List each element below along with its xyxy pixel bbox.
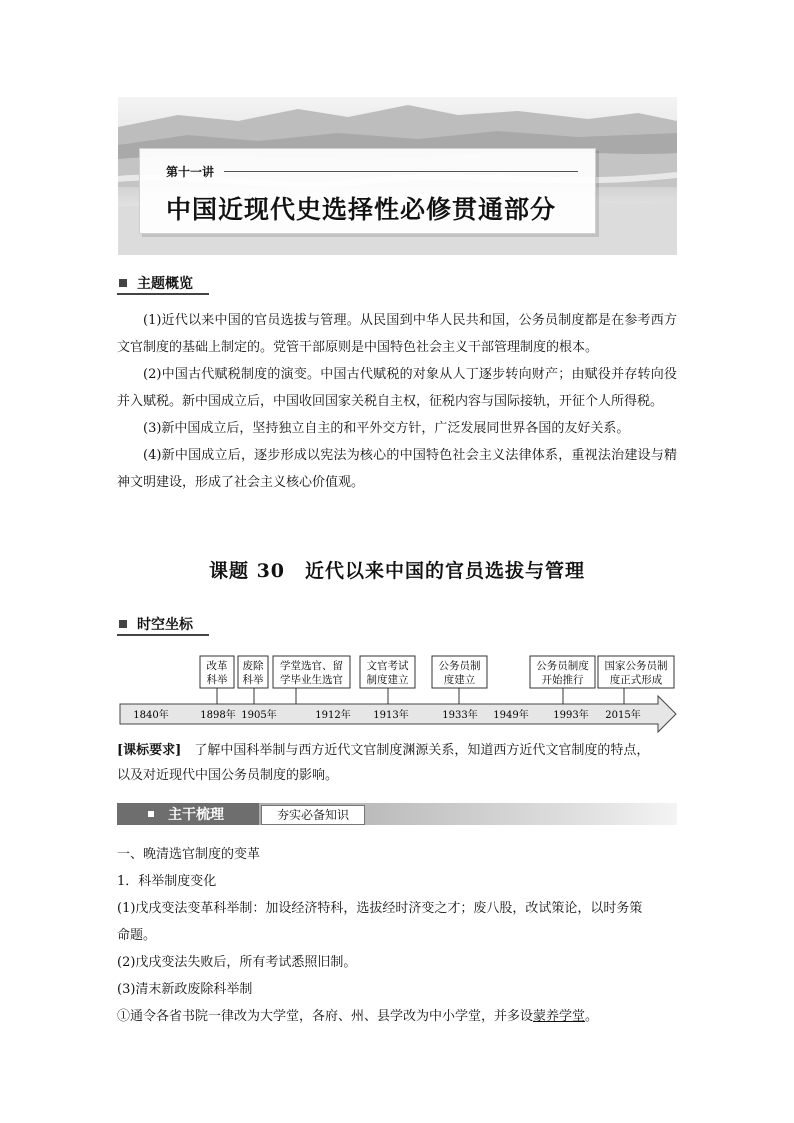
timeline-event-label: 制度建立 — [366, 674, 409, 686]
timeline-event-label: 度建立 — [443, 674, 476, 686]
content-item-text: ①通令各省书院一律改为大学堂，各府、州、县学改为中小学堂，并多设 — [117, 1009, 534, 1024]
timeline-year-label: 1912年 — [315, 710, 351, 721]
bullet-square-icon — [119, 279, 127, 287]
overview-paragraphs — [117, 307, 677, 496]
timeline-event-label: 文官考试 — [366, 660, 409, 672]
curriculum-line: 了解中国科举制与西方近代文官制度渊源关系，知道西方近代文官制度的特点， — [181, 743, 650, 758]
section-bar-title: 主干梳理 — [168, 807, 224, 823]
timeline-year-label: 1898年 — [200, 710, 236, 721]
overview-heading-text: 主题概览 — [137, 276, 193, 292]
heading-underline — [117, 634, 209, 636]
timeline-event-label: 科举 — [206, 674, 228, 686]
timeline-year-label: 2015年 — [605, 710, 641, 721]
content-item: 命题。 — [117, 928, 157, 943]
timeline-event-label: 度正式形成 — [609, 674, 663, 686]
timeline-heading-text: 时空坐标 — [137, 617, 193, 633]
timeline-heading — [117, 614, 209, 634]
content-item: (1)戊戌变法变革科举制：加设经济特科，选拔经时济变之才；废八股，改试策论，以时务策 — [117, 901, 643, 916]
course-title: 课题 30 近代以来中国的官员选拔与管理 — [208, 560, 586, 582]
overview-paragraph: (4)新中国成立后，逐步形成以宪法为核心的中国特色社会主义法律体系，重视法治建设与精神文明建设，形成了社会主义核心价值观。 — [117, 448, 677, 490]
timeline-year-label: 1949年 — [493, 710, 529, 721]
content-item: (2)戊戌变法失败后，所有考试悉照旧制。 — [117, 955, 357, 970]
timeline-year-label: 1993年 — [553, 710, 589, 721]
curriculum-line: 以及对近现代中国公务员制度的影响。 — [117, 768, 339, 783]
lecture-number: 第十一讲 — [166, 165, 215, 179]
content-item — [117, 1005, 683, 1024]
timeline-event-label: 公务员制度 — [536, 660, 589, 672]
underlined-term: 蒙养学堂 — [533, 1009, 586, 1024]
timeline-event-label: 学毕业生选官 — [280, 674, 343, 686]
overview-paragraph: (1)近代以来中国的官员选拔与管理。从民国到中华人民共和国，公务员制度都是在参考西方文官制度的基础上制定的。党管干部原则是中国特色社会主义干部管理制度的根本。 — [117, 313, 677, 355]
content-heading-2: 1．科举制度变化 — [117, 874, 217, 889]
curriculum-requirement — [117, 738, 683, 788]
bullet-square-icon — [119, 620, 127, 628]
curriculum-tag: [课标要求] — [117, 743, 182, 758]
lecture-title: 中国近现代史选择性必修贯通部分 — [166, 195, 557, 224]
overview-heading — [117, 273, 209, 293]
timeline-event-label: 科举 — [242, 674, 264, 686]
content-item: (3)清末新政废除科举制 — [117, 982, 253, 997]
content-heading-1: 一、晚清选官制度的变革 — [117, 847, 261, 862]
timeline-event-label: 公务员制 — [438, 660, 481, 672]
timeline-event-label: 废除 — [242, 660, 264, 672]
timeline-event-label: 学堂选官、留 — [280, 660, 343, 672]
title-rule — [224, 171, 578, 172]
timeline-diagram — [116, 652, 681, 734]
content-item-text: 。 — [585, 1009, 599, 1024]
timeline-year-label: 1905年 — [241, 710, 277, 721]
timeline-event-label: 国家公务员制 — [604, 660, 668, 672]
overview-paragraph: (2)中国古代赋税制度的演变。中国古代赋税的对象从人丁逐步转向财产；由赋役并存转向役并入赋税。新中国成立后，中国收回国家关税自主权，征税内容与国际接轨，开征个人所得税。 — [117, 367, 677, 409]
heading-underline — [117, 293, 209, 295]
timeline-event-label: 改革 — [206, 660, 228, 672]
timeline-year-label: 1840年 — [133, 710, 169, 721]
timeline-year-label: 1933年 — [442, 710, 478, 721]
bar-bullet-icon — [148, 811, 154, 817]
timeline-event-label: 开始推行 — [541, 674, 584, 686]
section-bar-subtitle: 夯实必备知识 — [261, 805, 365, 825]
timeline-year-label: 1913年 — [373, 710, 409, 721]
overview-paragraph: (3)新中国成立后，坚持独立自主的和平外交方针，广泛发展同世界各国的友好关系。 — [143, 421, 630, 436]
